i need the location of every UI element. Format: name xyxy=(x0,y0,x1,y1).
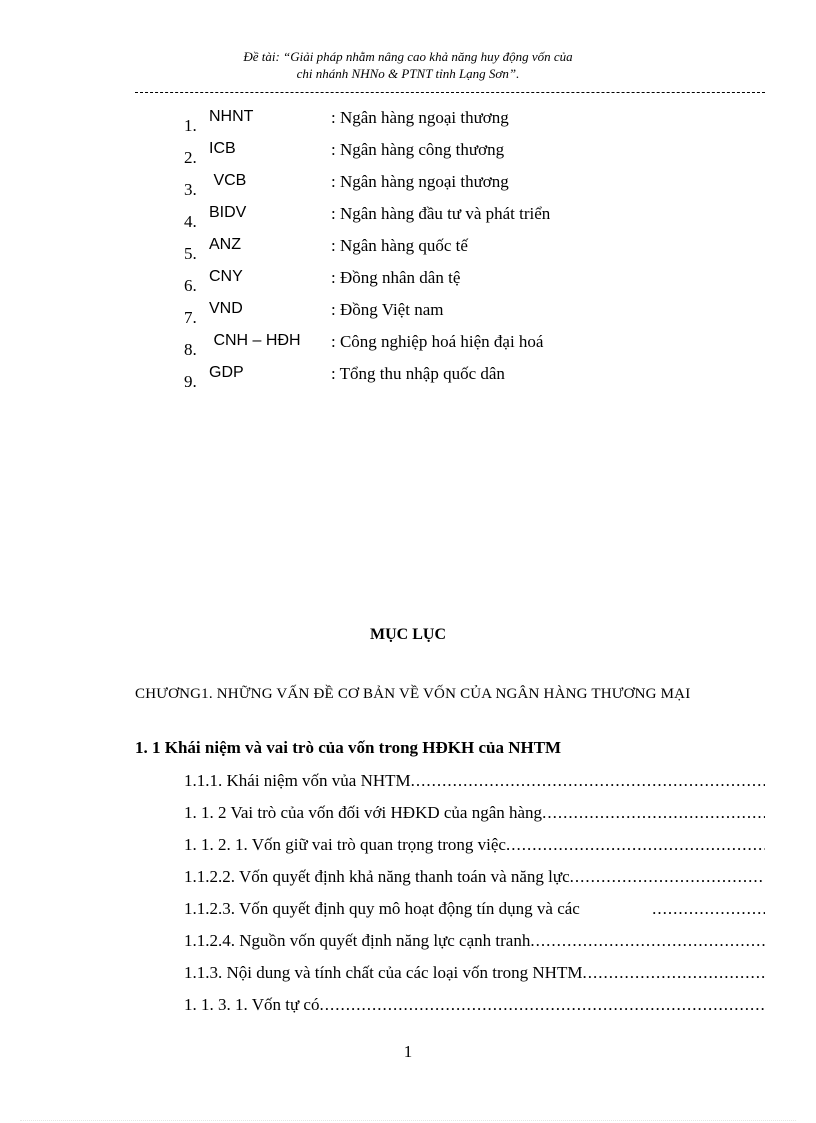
abbreviation-code: NHNT xyxy=(209,108,254,125)
abbreviation-code: ANZ xyxy=(209,236,241,253)
toc-dot-leader xyxy=(652,899,765,919)
page-header xyxy=(0,48,816,82)
toc-entry[interactable] xyxy=(184,803,765,827)
toc-dot-leader xyxy=(570,867,765,887)
abbreviation-meaning: : Ngân hàng ngoại thương xyxy=(331,172,509,191)
toc-chapter-heading: CHƯƠNG1. NHỮNG VẤN ĐỀ CƠ BẢN VỀ VỐN CỦA NGÂN HÀNG THƯƠNG MẠI xyxy=(135,686,691,702)
abbreviation-number: 4. xyxy=(184,212,197,231)
toc-section-heading: 1. 1 Khái niệm và vai trò của vốn trong HĐKH của NHTM xyxy=(135,738,562,757)
toc-dot-leader xyxy=(582,963,765,983)
toc-entry-label: 1.1.2.3. Vốn quyết định quy mô hoạt động tín dụng và các xyxy=(184,899,653,918)
toc-dot-leader xyxy=(506,835,765,855)
abbreviation-meaning: : Ngân hàng ngoại thương xyxy=(331,108,509,127)
abbreviation-meaning: : Công nghiệp hoá hiện đại hoá xyxy=(331,332,544,351)
abbreviation-number: 1. xyxy=(184,116,197,135)
abbreviation-meaning: : Ngân hàng đầu tư và phát triển xyxy=(331,204,551,223)
toc-entry-label: 1. 1. 2. 1. Vốn giữ vai trò quan trọng trong việc xyxy=(184,835,506,854)
abbreviation-code: GDP xyxy=(209,364,244,381)
abbreviation-meaning: : Ngân hàng quốc tế xyxy=(331,236,468,255)
abbreviation-code: VND xyxy=(209,300,243,317)
toc-entry[interactable] xyxy=(184,899,765,923)
abbreviation-meaning: : Ngân hàng công thương xyxy=(331,140,505,159)
toc-entry-label: 1. 1. 2 Vai trò của vốn đối với HĐKD của ngân hàng xyxy=(184,803,543,822)
toc-dot-leader xyxy=(411,771,765,791)
abbreviation-code: VCB xyxy=(209,172,247,189)
toc-entry[interactable] xyxy=(184,931,765,955)
abbreviation-number: 3. xyxy=(184,180,197,199)
toc-entry[interactable] xyxy=(184,867,765,891)
toc-entry[interactable] xyxy=(184,963,765,987)
header-title-line-2: chi nhánh NHNo & PTNT tỉnh Lạng Sơn”. xyxy=(296,66,520,81)
abbreviation-meaning: : Tổng thu nhập quốc dân xyxy=(331,364,505,383)
toc-entry[interactable] xyxy=(184,995,765,1019)
header-divider xyxy=(135,92,765,93)
abbreviation-number: 6. xyxy=(184,276,197,295)
toc-entry-label: 1. 1. 3. 1. Vốn tự có xyxy=(184,995,320,1014)
abbreviation-code: CNY xyxy=(209,268,243,285)
abbreviation-number: 8. xyxy=(184,340,197,359)
abbreviation-number: 2. xyxy=(184,148,197,167)
toc-dot-leader xyxy=(530,931,765,951)
header-title-line-1: Đề tài: “Giải pháp nhằm nâng cao khả năng huy động vốn của xyxy=(243,49,573,64)
abbreviation-number: 7. xyxy=(184,308,197,327)
toc-dot-leader xyxy=(319,995,765,1015)
toc-entry[interactable] xyxy=(184,835,765,859)
toc-title: MỤC LỤC xyxy=(370,626,446,643)
abbreviation-number: 9. xyxy=(184,372,197,391)
toc-entry-label: 1.1.2.2. Vốn quyết định khả năng thanh toán và năng lực xyxy=(184,867,570,886)
toc-entry-label: 1.1.3. Nội dung và tính chất của các loại vốn trong NHTM xyxy=(184,963,583,982)
toc-entry-label: 1.1.2.4. Nguồn vốn quyết định năng lực cạnh tranh xyxy=(184,931,531,950)
page-number: 1 xyxy=(403,1042,413,1061)
abbreviation-code: ICB xyxy=(209,140,236,157)
footer-divider xyxy=(20,1120,796,1121)
abbreviation-number: 5. xyxy=(184,244,197,263)
toc-entry-label: 1.1.1. Khái niệm vốn vủa NHTM xyxy=(184,771,411,790)
abbreviation-meaning: : Đồng Việt nam xyxy=(331,300,444,319)
toc-entry[interactable] xyxy=(184,771,765,795)
abbreviation-code: BIDV xyxy=(209,204,247,221)
abbreviation-code: CNH – HĐH xyxy=(209,332,301,349)
abbreviation-meaning: : Đồng nhân dân tệ xyxy=(331,268,461,287)
toc-dot-leader xyxy=(542,803,765,823)
